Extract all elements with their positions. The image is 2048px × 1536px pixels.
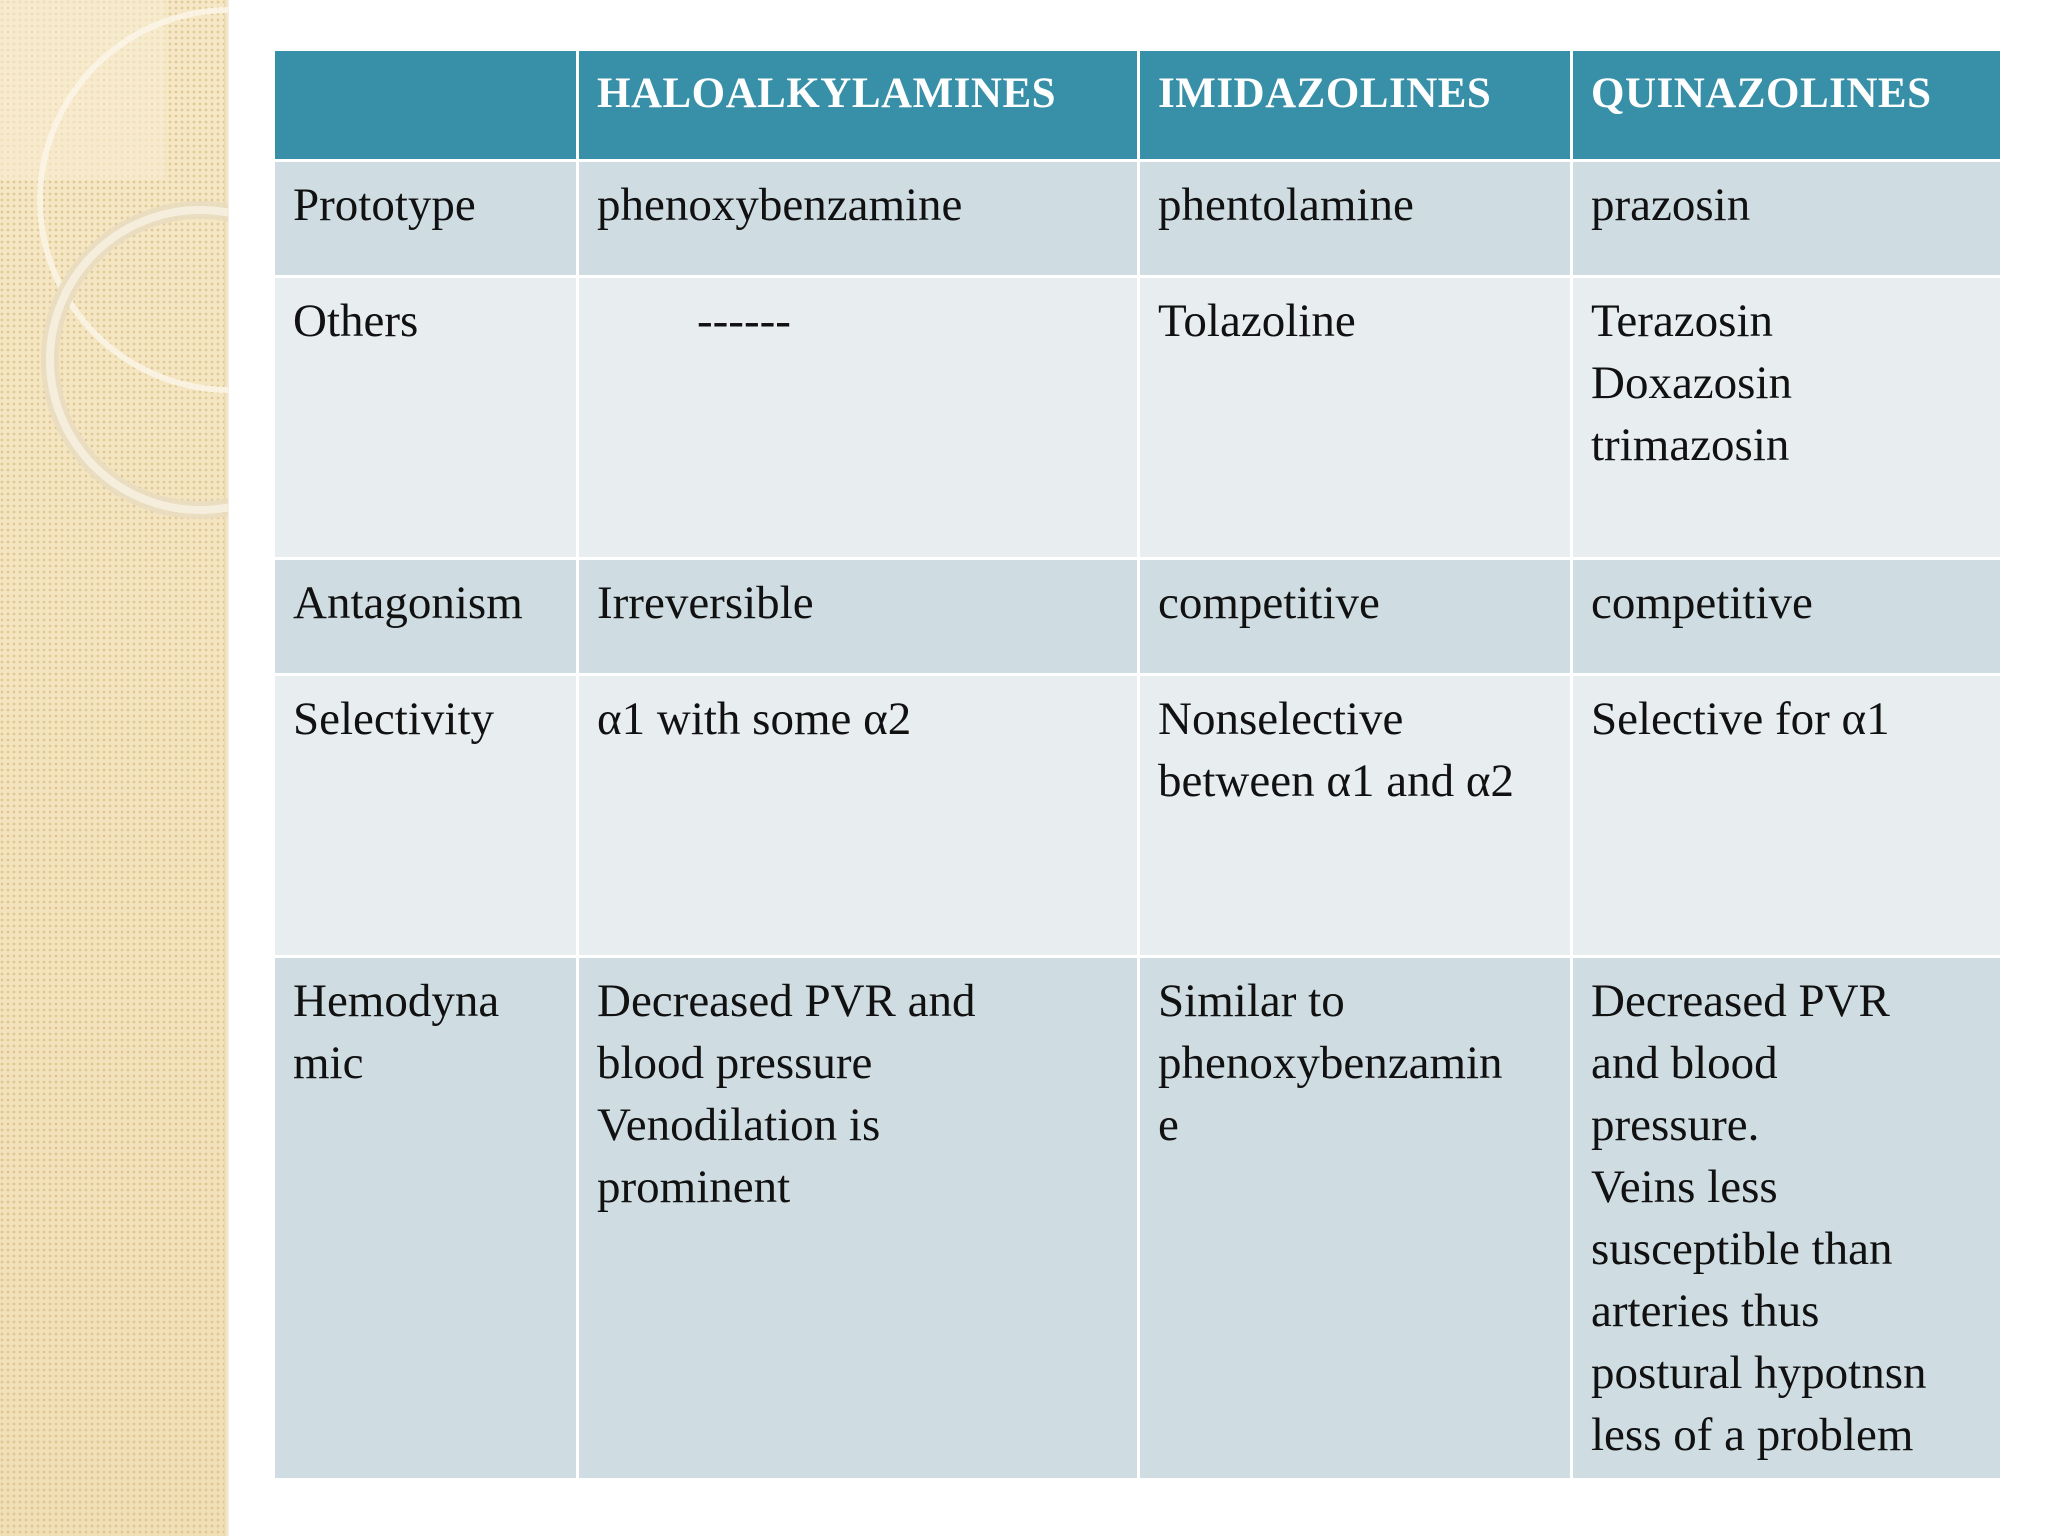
- table-header-row: [274, 50, 2002, 161]
- cell-antagonism-haloalkylamines: [578, 559, 1139, 675]
- cell-line: blood pressure: [597, 1037, 873, 1089]
- cell-hemodynamic-haloalkylamines: [578, 957, 1139, 1480]
- cell-line: e: [1158, 1099, 1179, 1151]
- table-row-others: [274, 277, 2002, 559]
- cell-selectivity-quinazolines: [1572, 675, 2002, 957]
- header-imidazolines: IMIDAZOLINES: [1139, 50, 1572, 161]
- cell-line: phentolamine: [1158, 179, 1414, 231]
- row-label-selectivity: Selectivity: [274, 675, 578, 957]
- cell-antagonism-quinazolines: [1572, 559, 2002, 675]
- cell-line: Nonselective: [1158, 693, 1404, 745]
- row-label-others: Others: [274, 277, 578, 559]
- cell-selectivity-imidazolines: [1139, 675, 1572, 957]
- cell-line: α1 with some α2: [597, 693, 912, 745]
- cell-antagonism-imidazolines: [1139, 559, 1572, 675]
- cell-others-quinazolines: [1572, 277, 2002, 559]
- cell-hemodynamic-quinazolines: [1572, 957, 2002, 1480]
- cell-line: Terazosin: [1591, 295, 1774, 347]
- comparison-table-container: [272, 48, 2000, 1481]
- cell-prototype-haloalkylamines: [578, 161, 1139, 277]
- cell-line: susceptible than: [1591, 1223, 1893, 1275]
- cell-line: and blood: [1591, 1037, 1778, 1089]
- cell-line: Irreversible: [597, 577, 814, 629]
- cell-line: postural hypotnsn: [1591, 1347, 1927, 1399]
- header-haloalkylamines: HALOALKYLAMINES: [578, 50, 1139, 161]
- cell-line: phenoxybenzamine: [597, 179, 963, 231]
- cell-prototype-quinazolines: [1572, 161, 2002, 277]
- cell-line: Selective for α1: [1591, 693, 1890, 745]
- cell-line: prominent: [597, 1161, 791, 1213]
- cell-line: Doxazosin: [1591, 357, 1793, 409]
- cell-line: Veins less: [1591, 1161, 1778, 1213]
- row-label-antagonism: Antagonism: [274, 559, 578, 675]
- cell-line: competitive: [1591, 577, 1813, 629]
- cell-line: Tolazoline: [1158, 295, 1356, 347]
- cell-prototype-imidazolines: [1139, 161, 1572, 277]
- cell-line: Decreased PVR and: [597, 975, 976, 1027]
- cell-line: phenoxybenzamin: [1158, 1037, 1503, 1089]
- cell-line: ------: [697, 295, 791, 347]
- cell-line: trimazosin: [1591, 419, 1790, 471]
- cell-line: pressure.: [1591, 1099, 1760, 1151]
- row-label-prototype: Prototype: [274, 161, 578, 277]
- cell-line: arteries thus: [1591, 1285, 1820, 1337]
- cell-line: competitive: [1158, 577, 1380, 629]
- cell-line: Decreased PVR: [1591, 975, 1890, 1027]
- cell-line: prazosin: [1591, 179, 1751, 231]
- alpha-blocker-comparison-table: [272, 48, 2003, 1481]
- decorative-rings: [0, 0, 228, 520]
- cell-line: less of a problem: [1591, 1409, 1914, 1461]
- table-row-hemodynamic: [274, 957, 2002, 1480]
- table-row-selectivity: [274, 675, 2002, 957]
- cell-selectivity-haloalkylamines: [578, 675, 1139, 957]
- cell-line: Similar to: [1158, 975, 1345, 1027]
- cell-others-haloalkylamines: [578, 277, 1139, 559]
- table-row-prototype: [274, 161, 2002, 277]
- cell-hemodynamic-imidazolines: [1139, 957, 1572, 1480]
- table-row-antagonism: [274, 559, 2002, 675]
- header-cell-empty: [274, 50, 578, 161]
- row-label-hemodynamic: Hemodyna mic: [274, 957, 578, 1480]
- cell-line: Venodilation is: [597, 1099, 881, 1151]
- cell-others-imidazolines: [1139, 277, 1572, 559]
- cell-line: between α1 and α2: [1158, 755, 1514, 807]
- header-quinazolines: QUINAZOLINES: [1572, 50, 2002, 161]
